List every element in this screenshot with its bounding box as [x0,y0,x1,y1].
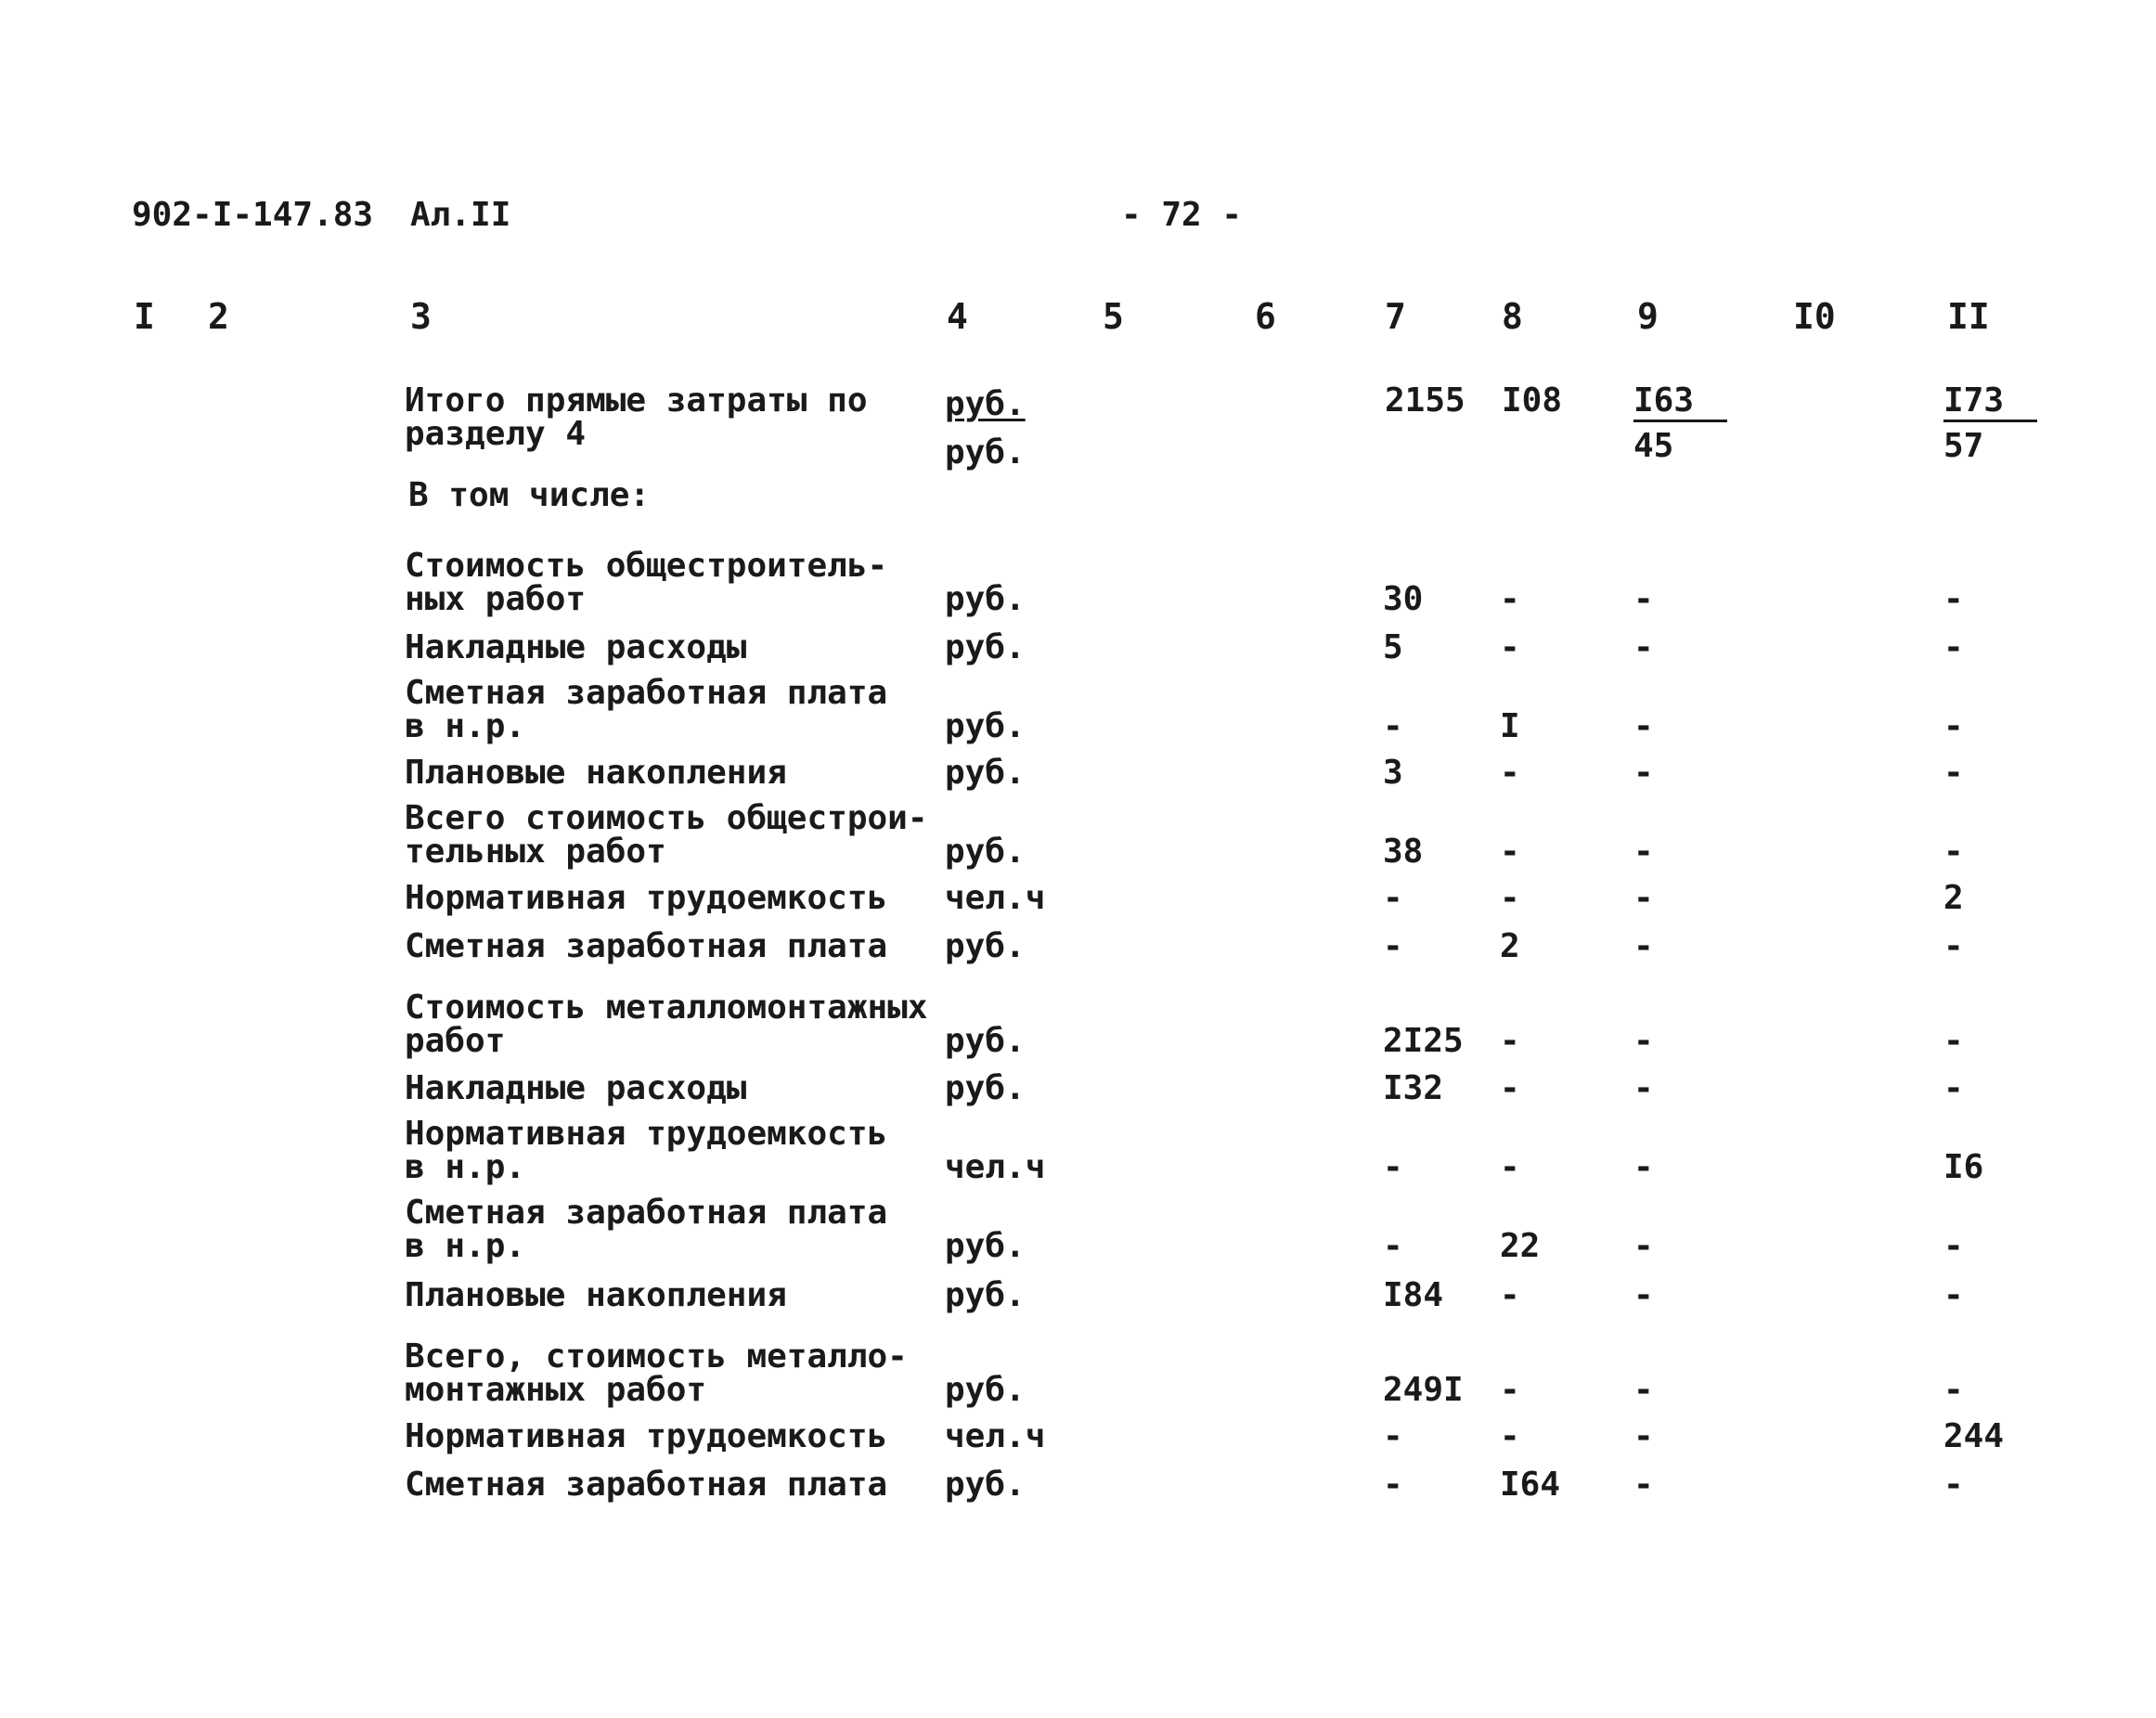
row-name [405,799,928,871]
row-col9: - [1633,1022,1654,1060]
row-col7: - [1383,1148,1403,1186]
row-col11: - [1943,1069,1964,1107]
row-col11: - [1943,754,1964,792]
row-unit: руб. [945,833,1026,871]
row-col8: - [1500,879,1520,917]
row-name [405,988,928,1060]
row-name [405,1276,787,1314]
row-name [405,1069,747,1107]
row-col11: - [1943,833,1964,871]
row-col8: I [1500,707,1520,745]
row-unit: руб. [945,628,1026,666]
row-col7: - [1383,927,1403,965]
column-header-11: II [1947,296,1990,337]
row-col11: - [1943,580,1964,618]
column-header-2: 2 [208,296,229,337]
row-col9: - [1633,1417,1654,1455]
row-col7: 5 [1383,628,1403,666]
row-name-line1: Сметная заработная плата [405,674,888,712]
row-col7: 2I25 [1383,1022,1464,1060]
row-name [405,1196,887,1263]
row-col7: I84 [1383,1276,1444,1314]
summary-name-line2: разделу 4 [405,415,587,453]
row-col8: - [1500,1148,1520,1186]
column-header-5: 5 [1103,296,1124,337]
column-header-1: I [134,296,155,337]
summary-name [405,381,868,453]
row-unit: руб. [945,1371,1026,1409]
row-name [405,674,888,745]
document-code: 902-I-147.83 [132,196,374,234]
row-unit: руб. [945,1276,1026,1314]
row-name [405,628,747,666]
row-name-line1: Всего стоимость общестрои- [405,799,928,837]
column-header-7: 7 [1385,296,1406,337]
column-header-4: 4 [947,296,968,337]
row-col8: 2 [1500,927,1520,965]
summary-col11-top: I73 [1943,384,2037,422]
row-unit: чел.ч [945,879,1046,917]
row-col8: - [1500,580,1520,618]
row-col8: - [1500,1371,1520,1409]
column-header-6: 6 [1255,296,1276,337]
row-name-line1: Нормативная трудоемкость [405,879,888,917]
row-col11: - [1943,1371,1964,1409]
row-col11: 244 [1943,1417,2005,1455]
row-col9: - [1633,707,1654,745]
summary-col11-fraction [1943,381,2037,465]
row-col11: - [1943,1466,1964,1504]
row-col11: 2 [1943,879,1964,917]
row-col11: - [1943,1022,1964,1060]
summary-col9-top: I63 [1633,384,1727,422]
row-col8: - [1500,1022,1520,1060]
row-name-line1: Нормативная трудоемкость [405,1417,888,1455]
row-col9: - [1633,1148,1654,1186]
row-name-line2: монтажных работ [405,1371,707,1409]
row-name-line1: Плановые накопления [405,754,787,792]
column-header-10: I0 [1793,296,1836,337]
row-unit: руб. [945,927,1026,965]
row-name-line1: Стоимость металломонтажных [405,988,928,1027]
column-header-8: 8 [1502,296,1523,337]
row-name [405,1468,887,1502]
row-name-line2: в н.р. [405,707,526,745]
row-col9: - [1633,1466,1654,1504]
row-col11: - [1943,1276,1964,1314]
row-name-line2: работ [405,1022,506,1060]
row-col7: 38 [1383,833,1424,871]
row-unit: чел.ч [945,1148,1046,1186]
row-name-line1: Сметная заработная плата [405,1194,888,1232]
row-col9: - [1633,1371,1654,1409]
row-name [405,1117,887,1184]
row-col8: - [1500,754,1520,792]
row-name-line1: Плановые накопления [405,1276,787,1314]
row-name-line1: Накладные расходы [405,1069,747,1107]
row-name [405,1337,908,1409]
column-header-9: 9 [1637,296,1659,337]
row-name-line1: Стоимость общестроитель- [405,547,888,585]
row-col7: 249I [1383,1371,1464,1409]
row-col8: - [1500,628,1520,666]
row-col8: - [1500,1417,1520,1455]
row-col9: - [1633,1276,1654,1314]
summary-unit-top: руб. [945,385,1026,423]
row-col9: - [1633,879,1654,917]
summary-unit-bottom: руб. [945,433,1026,471]
row-name-line1: Сметная заработная плата [405,1466,888,1504]
row-col7: - [1383,1417,1403,1455]
row-col8: - [1500,1276,1520,1314]
row-name-line1: Всего, стоимость металло- [405,1337,908,1376]
row-unit: руб. [945,1466,1026,1504]
row-col9: - [1633,628,1654,666]
row-col11: - [1943,1227,1964,1265]
row-col8: - [1500,1069,1520,1107]
row-unit: чел.ч [945,1417,1046,1455]
row-col7: - [1383,1466,1403,1504]
row-unit: руб. [945,1069,1026,1107]
row-name-line1: Накладные расходы [405,628,747,666]
in-that-number-label: В том числе: [408,476,651,514]
row-col9: - [1633,1227,1654,1265]
row-unit: руб. [945,707,1026,745]
row-col7: 30 [1383,580,1424,618]
row-col11: - [1943,628,1964,666]
row-col11: - [1943,927,1964,965]
column-header-3: 3 [410,296,432,337]
row-col9: - [1633,1069,1654,1107]
row-col9: - [1633,580,1654,618]
row-name-line1: Нормативная трудоемкость [405,1115,888,1153]
row-col9: - [1633,927,1654,965]
summary-col11-bottom: 57 [1943,427,1984,465]
row-col7: I32 [1383,1069,1444,1107]
album-number: Ал.II [410,196,511,234]
row-name [405,879,888,917]
row-name-line2: тельных работ [405,833,666,871]
row-name [405,927,888,965]
summary-name-line1: Итого прямые затраты по [405,381,868,420]
summary-col8: I08 [1502,381,1563,420]
row-col11: I6 [1943,1148,1984,1186]
row-col7: - [1383,707,1403,745]
summary-col7: 2155 [1385,381,1465,420]
row-col8: 22 [1500,1227,1541,1265]
row-unit: руб. [945,1227,1026,1265]
summary-col9-bottom: 45 [1633,427,1674,465]
row-unit: руб. [945,754,1026,792]
row-name-line2: в н.р. [405,1227,526,1265]
row-name-line2: в н.р. [405,1148,526,1186]
row-name [405,549,887,616]
row-name [405,756,787,790]
summary-col9-fraction [1633,381,1727,465]
page-number: - 72 - [1121,196,1243,234]
row-col7: - [1383,1227,1403,1265]
row-col8: - [1500,833,1520,871]
row-name [405,1417,888,1455]
row-unit: руб. [945,580,1026,618]
row-col9: - [1633,833,1654,871]
row-col9: - [1633,754,1654,792]
row-col7: 3 [1383,754,1403,792]
row-name-line2: ных работ [405,580,587,618]
row-col8: I64 [1500,1466,1561,1504]
row-col11: - [1943,707,1964,745]
row-col7: - [1383,879,1403,917]
row-name-line1: Сметная заработная плата [405,927,888,965]
row-unit: руб. [945,1022,1026,1060]
